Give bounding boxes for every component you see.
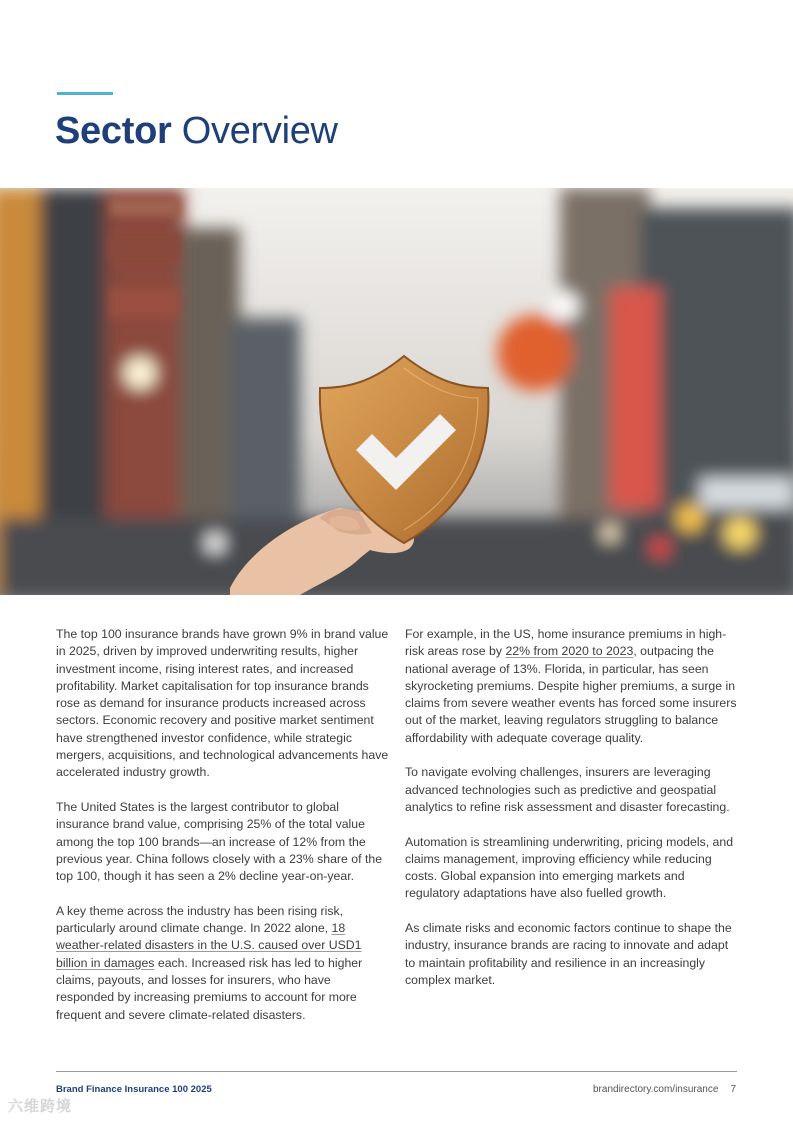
paragraph-us-china: The United States is the largest contributor to global insurance brand value, comprising 25% of the total value among the top 100 brands—an increase of 12% from the previous year. China follows closely with a 23% share of the top 100, though it has seen a 2% decline year-on-year.	[56, 799, 383, 884]
paragraph-rising-risk	[56, 903, 389, 1024]
hero-image	[0, 188, 793, 595]
paragraph-us-premiums	[405, 626, 738, 747]
premiums-link[interactable]: 22% from 2020 to 2023	[505, 644, 634, 659]
paragraph-technology: To navigate evolving challenges, insurers are leveraging advanced technologies such as predictive and geospatial analytics to refine risk assessment and disaster forecasting.	[405, 765, 730, 814]
paragraph-brand-growth: The top 100 insurance brands have grown 9% in brand value in 2025, driven by improved underwriting results, higher investment income, rising interest rates, and increased profitability. Market capitalisation for top insurance brands rose as demand for insurance products increased across sectors. Economic recovery and positive market sentiment have strengthened investor confidence, while strategic mergers, acquisitions, and technological advancements have accelerated industry growth.	[56, 627, 389, 780]
page-title	[55, 108, 338, 154]
title-accent-line	[57, 92, 113, 95]
paragraph-rising-risk-end: each. Increased risk has led to higher claims, payouts, and losses for insurers, who have responded by increasing premiums to account for more frequent and severe climate-related disasters.	[56, 955, 363, 1022]
disasters-link[interactable]: 18 weather-related disasters in the U.S. caused over USD1 billion in damages	[56, 921, 362, 970]
footer-url-link[interactable]: brandirectory.com/insurance	[593, 1084, 719, 1095]
footer-report-title: Brand Finance Insurance 100 2025	[56, 1084, 212, 1095]
paragraph-automation: Automation is streamlining underwriting, pricing models, and claims management, improving efficiency while reducing costs. Global expansion into emerging markets and regulatory adaptations have also fuelled growth.	[405, 834, 734, 901]
paragraph-us-premiums-end: , outpacing the national average of 13%. Florida, in particular, has seen skyrocketing premiums. Despite higher premiums, a surge in claims from severe weather events has forced some insurers out of the market, leaving regulators struggling to balance affordability with adequate coverage quality.	[405, 644, 737, 745]
page-title-light: Overview	[181, 110, 338, 152]
paragraph-rising-risk-start: A key theme across the industry has been rising risk, particularly around climate change. In 2022 alone,	[56, 903, 344, 936]
paragraph-us-premiums-start: For example, in the US, home insurance premiums in high-risk areas rose by	[405, 627, 727, 659]
footer-divider	[56, 1071, 737, 1072]
footer-right	[593, 1084, 736, 1095]
paragraph-climate-risks: As climate risks and economic factors continue to shape the industry, insurance brands are racing to innovate and adapt to maintain profitability and resilience in an increasingly complex market.	[405, 921, 732, 987]
watermark-logo: 六维跨境	[8, 1098, 73, 1115]
page-number: 7	[730, 1084, 736, 1095]
page-title-bold: Sector	[55, 110, 172, 152]
body-column-left	[56, 626, 389, 1041]
body-column-right	[405, 626, 738, 1007]
